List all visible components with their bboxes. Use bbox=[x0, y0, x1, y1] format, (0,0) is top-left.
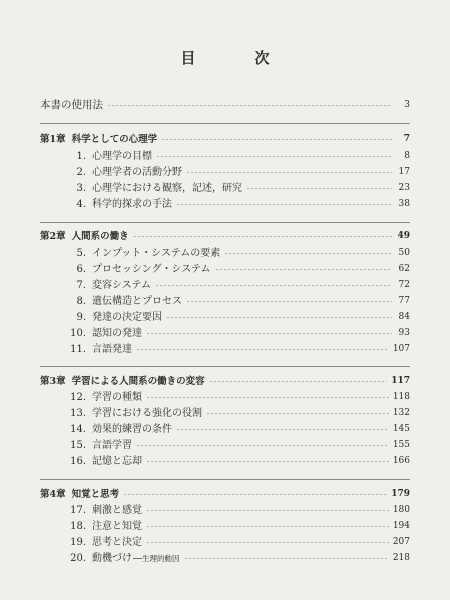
section-number: 19. bbox=[70, 537, 86, 548]
leader-dots bbox=[146, 461, 389, 462]
toc-section bbox=[66, 246, 410, 261]
section-number: 18. bbox=[70, 521, 86, 532]
leader-dots bbox=[176, 204, 392, 205]
section-title: 言語発達 bbox=[92, 344, 132, 355]
toc-section bbox=[66, 503, 410, 518]
toc-section bbox=[66, 406, 410, 421]
toc-page-number: 50 bbox=[398, 248, 410, 258]
chapter-title: 学習による人間系の働きの変容 bbox=[71, 376, 205, 387]
toc-section bbox=[66, 278, 410, 293]
leader-dots bbox=[155, 285, 392, 286]
toc-page-number: 207 bbox=[392, 537, 410, 547]
toc-section bbox=[66, 342, 410, 357]
toc-page-number: 194 bbox=[392, 521, 410, 531]
toc-page-number: 77 bbox=[398, 296, 410, 306]
section-title: 発達の決定要因 bbox=[92, 312, 162, 323]
section-number: 6. bbox=[76, 264, 86, 275]
leader-dots bbox=[133, 236, 392, 237]
section-number: 17. bbox=[70, 505, 86, 516]
section-title: 効果的練習の条件 bbox=[92, 424, 172, 435]
toc-section bbox=[66, 262, 410, 277]
toc-page-number: 38 bbox=[398, 199, 410, 209]
leader-dots bbox=[186, 172, 392, 173]
chapter-number: 第2章 bbox=[40, 231, 66, 242]
leader-dots bbox=[224, 253, 392, 254]
section-title: 注意と知覚 bbox=[92, 521, 142, 532]
toc-intro bbox=[40, 98, 410, 113]
leader-dots bbox=[246, 188, 392, 189]
toc-page-number: 118 bbox=[392, 392, 410, 402]
toc-section bbox=[66, 326, 410, 341]
chapter-title: 知覚と思考 bbox=[71, 489, 120, 500]
toc-page-number: 72 bbox=[398, 280, 410, 290]
toc-page-number: 117 bbox=[391, 376, 410, 386]
toc-page-number: 145 bbox=[392, 424, 410, 434]
toc-section bbox=[66, 390, 410, 405]
divider bbox=[40, 222, 410, 223]
toc-section bbox=[66, 422, 410, 437]
chapter-title: 人間系の働き bbox=[71, 231, 129, 242]
toc-section bbox=[66, 310, 410, 325]
section-number: 9. bbox=[76, 312, 86, 323]
leader-dots bbox=[107, 105, 392, 106]
chapter-number: 第4章 bbox=[40, 489, 66, 500]
section-number: 16. bbox=[70, 456, 86, 467]
leader-dots bbox=[206, 413, 389, 414]
toc-page-number: 93 bbox=[398, 328, 410, 338]
toc-chapter bbox=[40, 229, 410, 244]
toc-section bbox=[66, 197, 410, 212]
section-title: インプット・システムの要素 bbox=[92, 248, 221, 259]
chapter-number: 第1章 bbox=[40, 134, 66, 145]
toc-page-number: 17 bbox=[398, 167, 410, 177]
section-number: 3. bbox=[76, 183, 86, 194]
section-title: 心理学における観察，記述，研究 bbox=[92, 183, 242, 194]
leader-dots bbox=[123, 494, 387, 495]
section-title: 変容システム bbox=[92, 280, 151, 291]
section-title: 認知の発達 bbox=[92, 328, 142, 339]
divider bbox=[40, 123, 410, 124]
section-number: 15. bbox=[70, 440, 86, 451]
toc-page-number: 218 bbox=[392, 553, 410, 563]
chapter-title: 科学としての心理学 bbox=[71, 134, 158, 145]
toc-chapter bbox=[40, 132, 410, 147]
leader-dots bbox=[146, 397, 389, 398]
section-number: 1. bbox=[76, 151, 86, 162]
section-number: 13. bbox=[70, 408, 86, 419]
toc-page-number: 166 bbox=[392, 456, 410, 466]
divider bbox=[40, 479, 410, 480]
toc-page-number: 49 bbox=[397, 231, 410, 241]
toc-chapter bbox=[40, 374, 410, 389]
section-number: 2. bbox=[76, 167, 86, 178]
toc-section bbox=[66, 165, 410, 180]
toc-page-number: 155 bbox=[392, 440, 410, 450]
toc-page-number: 180 bbox=[392, 505, 410, 515]
toc-page-number: 8 bbox=[404, 151, 410, 161]
leader-dots bbox=[156, 156, 392, 157]
toc-page-number: 84 bbox=[398, 312, 410, 322]
toc-page-number: 107 bbox=[392, 344, 410, 354]
section-number: 8. bbox=[76, 296, 86, 307]
toc-chapter bbox=[40, 487, 410, 502]
leader-dots bbox=[146, 333, 392, 334]
leader-dots bbox=[166, 317, 392, 318]
section-title: 思考と決定 bbox=[92, 537, 142, 548]
leader-dots bbox=[184, 558, 389, 559]
toc-section bbox=[66, 181, 410, 196]
toc-section bbox=[66, 535, 410, 550]
section-number: 20. bbox=[70, 553, 86, 564]
section-title: 科学的探求の手法 bbox=[92, 199, 172, 210]
leader-dots bbox=[176, 429, 389, 430]
divider bbox=[40, 366, 410, 367]
toc-intro-label: 本書の使用法 bbox=[40, 99, 103, 111]
toc-page-number: 132 bbox=[392, 408, 410, 418]
toc-section bbox=[66, 519, 410, 534]
section-subtitle: ──生理的動因 bbox=[133, 554, 180, 563]
section-number: 10. bbox=[70, 328, 86, 339]
leader-dots bbox=[215, 269, 392, 270]
chapter-number: 第3章 bbox=[40, 376, 66, 387]
section-title: 心理学の目標 bbox=[92, 151, 152, 162]
section-title: 学習の種類 bbox=[92, 392, 142, 403]
section-number: 7. bbox=[76, 280, 86, 291]
section-number: 14. bbox=[70, 424, 86, 435]
section-title: 学習における強化の役割 bbox=[92, 408, 202, 419]
section-title: プロセッシング・システム bbox=[92, 264, 211, 275]
page-title: 目 次 bbox=[180, 49, 292, 67]
toc-page-number: 23 bbox=[398, 183, 410, 193]
leader-dots bbox=[146, 526, 389, 527]
toc-section bbox=[66, 149, 410, 164]
toc-section bbox=[66, 551, 410, 566]
section-number: 11. bbox=[70, 344, 86, 355]
section-title: 心理学者の活動分野 bbox=[92, 167, 182, 178]
section-number: 4. bbox=[76, 199, 86, 210]
toc-section bbox=[66, 294, 410, 309]
section-title: 記憶と忘却 bbox=[92, 456, 142, 467]
section-title: 刺激と感覚 bbox=[92, 505, 142, 516]
leader-dots bbox=[186, 301, 392, 302]
section-title: 言語学習 bbox=[92, 440, 132, 451]
leader-dots bbox=[146, 542, 389, 543]
section-title: 遺伝構造とプロセス bbox=[92, 296, 182, 307]
toc-page-number: 179 bbox=[391, 489, 410, 499]
section-number: 5. bbox=[76, 248, 86, 259]
leader-dots bbox=[161, 139, 392, 140]
section-title: 動機づけ bbox=[92, 553, 132, 564]
leader-dots bbox=[136, 445, 389, 446]
section-number: 12. bbox=[70, 392, 86, 403]
toc-page-number: 62 bbox=[398, 264, 410, 274]
toc-section bbox=[66, 438, 410, 453]
leader-dots bbox=[209, 381, 388, 382]
toc-page-number: 7 bbox=[403, 134, 410, 144]
toc-section bbox=[66, 454, 410, 469]
toc-page-number: 3 bbox=[404, 100, 410, 110]
leader-dots bbox=[146, 510, 389, 511]
leader-dots bbox=[136, 349, 389, 350]
